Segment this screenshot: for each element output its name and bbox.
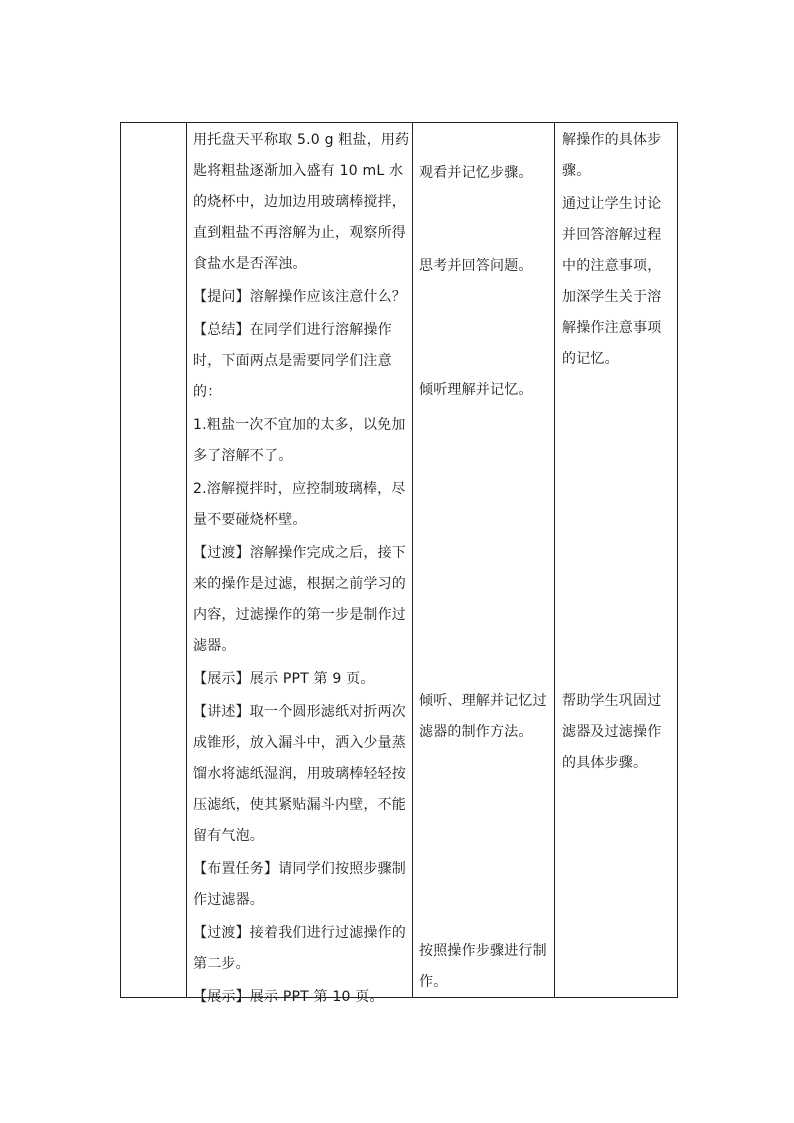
teacher-paragraph-show-ppt-10: 【展示】展示 PPT 第 10 页。 <box>193 989 384 1005</box>
design-intent-dissolve-notes: 通过让学生讨论并回答溶解过程中的注意事项，加深学生关于溶解操作注意事项的记忆。 <box>562 196 662 367</box>
student-activity-filter-method: 倾听、理解并记忆过滤器的制作方法。 <box>419 693 547 740</box>
design-intent-filter-steps: 帮助学生巩固过滤器及过滤操作的具体步骤。 <box>562 693 662 771</box>
teacher-paragraph-assign-task: 【布置任务】请同学们按照步骤制作过滤器。 <box>193 861 406 908</box>
column-divider <box>412 123 413 997</box>
lesson-plan-table <box>120 122 678 1005</box>
column-divider <box>186 123 187 997</box>
teacher-paragraph-show-ppt-9: 【展示】展示 PPT 第 9 页。 <box>193 671 375 687</box>
student-activity-observe: 观看并记忆步骤。 <box>419 165 533 181</box>
teacher-paragraph-note-1: 1.粗盐一次不宜加的太多，以免加多了溶解不了。 <box>193 417 406 464</box>
design-intent-dissolve-steps: 解操作的具体步骤。 <box>562 132 662 179</box>
teacher-paragraph-explain-filter: 【讲述】取一个圆形滤纸对折两次成锥形，放入漏斗中，洒入少量蒸馏水将滤纸湿润，用玻璃棒轻轻按压滤纸，使其紧贴漏斗内壁，不能留有气泡。 <box>193 704 406 844</box>
teacher-paragraph-transition-filter: 【过渡】溶解操作完成之后，接下来的操作是过滤，根据之前学习的内容，过滤操作的第一步是制作过滤器。 <box>193 545 406 654</box>
column-divider <box>554 123 555 997</box>
student-activity-make-filter: 按照操作步骤进行制作。 <box>419 943 547 990</box>
teacher-paragraph-summary: 【总结】在同学们进行溶解操作时，下面两点是需要同学们注意的： <box>193 322 392 400</box>
student-activity-listen: 倾听理解并记忆。 <box>419 382 533 398</box>
teacher-paragraph-dissolve-steps: 用托盘天平称取 5.0 g 粗盐，用药匙将粗盐逐渐加入盛有 10 mL 水的烧杯中，边加边用玻璃棒搅拌，直到粗盐不再溶解为止，观察所得食盐水是否浑浊。 <box>193 132 410 272</box>
teacher-paragraph-note-2: 2.溶解搅拌时，应控制玻璃棒，尽量不要碰烧杯壁。 <box>193 481 406 528</box>
student-activity-think: 思考并回答问题。 <box>419 258 533 274</box>
teacher-paragraph-transition-step-2: 【过渡】接着我们进行过滤操作的第二步。 <box>193 925 406 972</box>
teacher-activity-column <box>193 123 411 1013</box>
teacher-paragraph-question: 【提问】溶解操作应该注意什么？ <box>193 289 406 305</box>
